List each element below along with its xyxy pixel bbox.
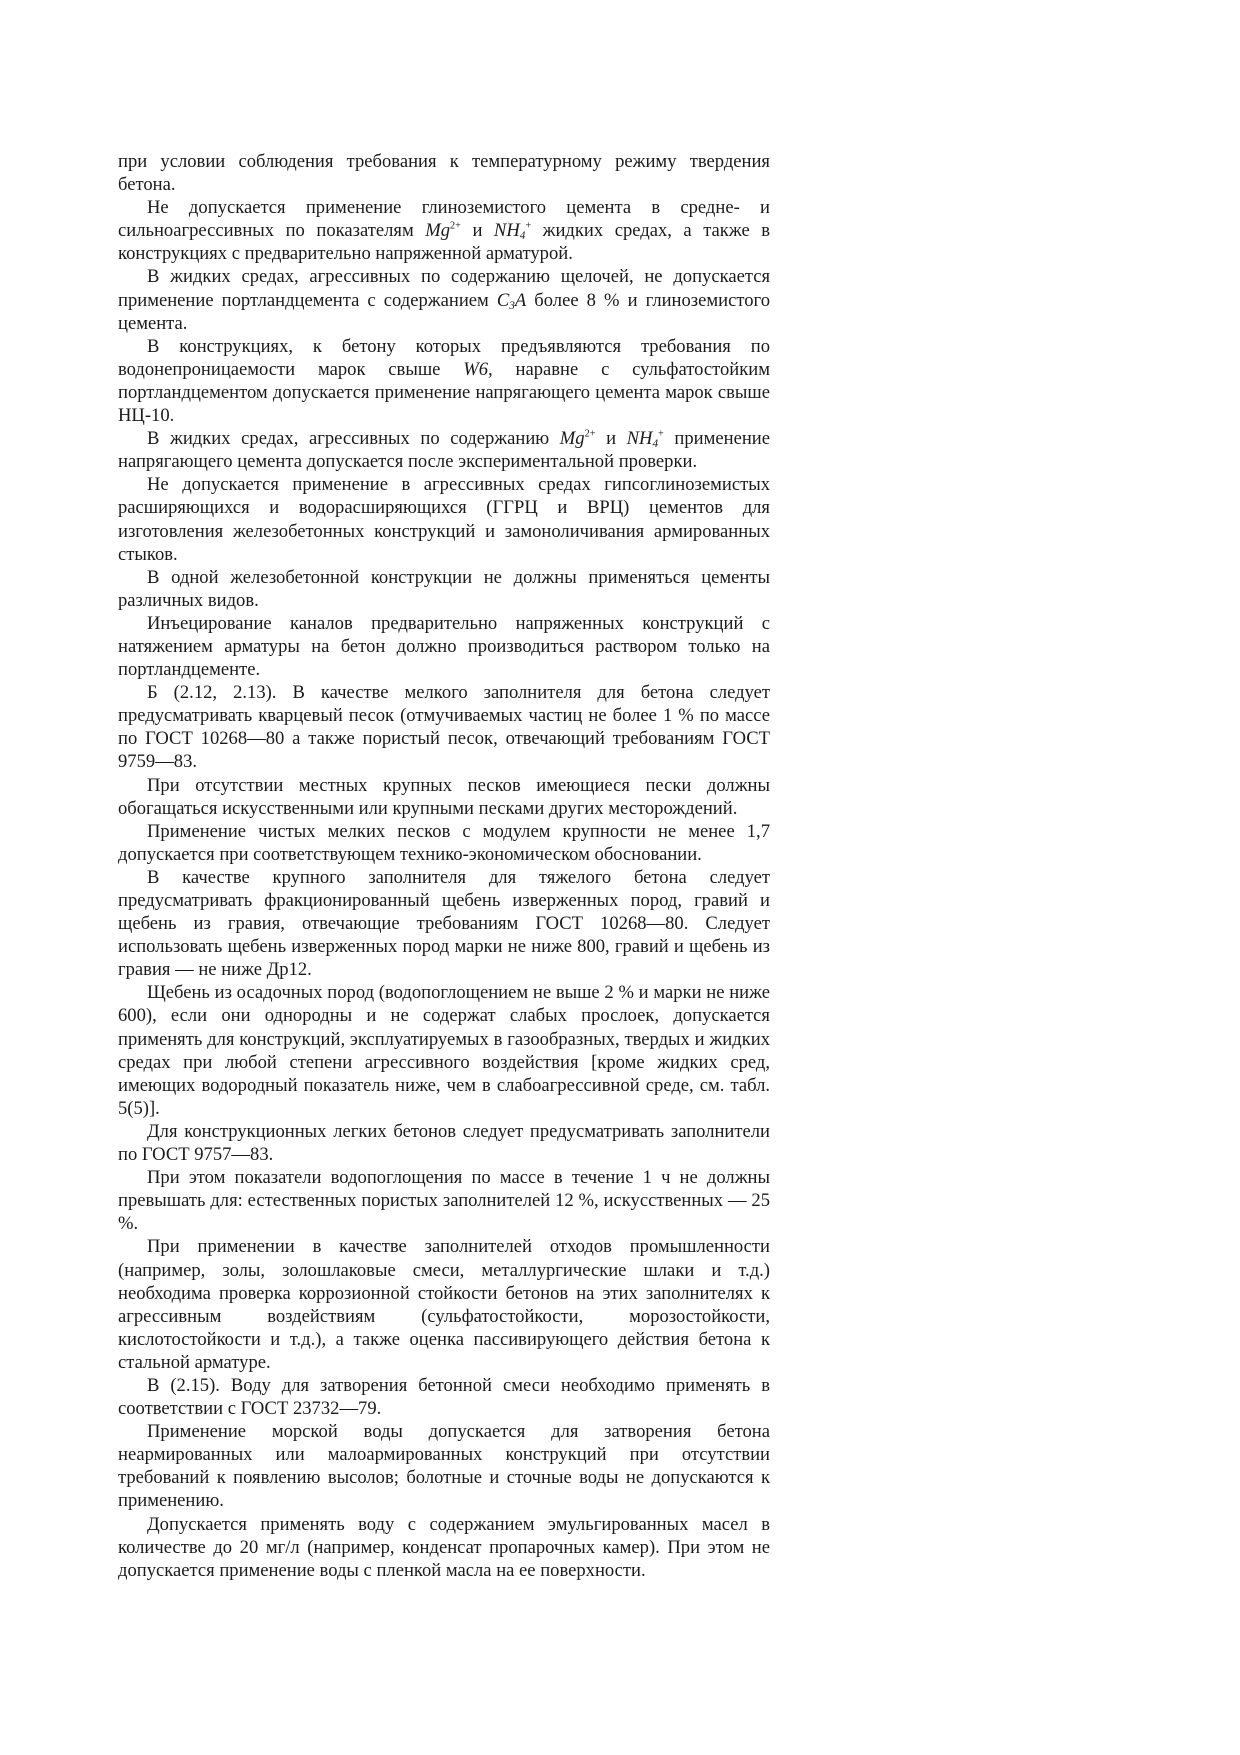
text-run: В конструкциях, к бетону которых предъявляются требования по водонепроницаемости марок свыше	[118, 335, 770, 380]
superscript-text: 2+	[450, 220, 461, 232]
paragraph	[118, 774, 770, 820]
paragraph	[118, 427, 770, 473]
text-run: наравне с сульфатостойким портландцементом допускается применение напрягающего цемента марок свыше НЦ-10.	[118, 358, 770, 427]
text-run: более 8 % и глиноземистого цемента.	[118, 289, 771, 334]
superscript-text: 2+	[584, 428, 596, 440]
paragraph	[118, 866, 770, 981]
paragraph	[118, 1120, 770, 1166]
text-run: жидких средах, а также в конструкциях с предварительно напряженной арматурой.	[118, 220, 770, 265]
text-run: Инъецирование каналов предварительно напряженных конструкций с натяжением арматуры на бетон должно производиться раствором только на портландцементе.	[118, 612, 770, 681]
italic-text: C	[496, 289, 510, 311]
italic-text: A	[514, 289, 527, 311]
italic-text: NH	[493, 220, 520, 242]
superscript-text: +	[525, 220, 532, 232]
paragraph	[118, 265, 770, 334]
paragraph	[118, 473, 770, 565]
text-run: и	[595, 428, 627, 450]
text-run: Применение чистых мелких песков с модулем крупности не менее 1,7 допускается при соответствующем технико-экономическом обосновании.	[118, 820, 770, 865]
text-run: применение напрягающего цемента допускается после экспериментальной проверки.	[118, 428, 770, 473]
paragraph	[118, 196, 770, 265]
text-run: Для конструкционных легких бетонов следует предусматривать заполнители по ГОСТ 9757—83.	[118, 1120, 770, 1166]
text-run: при условии соблюдения требования к температурному режиму твердения бетона.	[118, 151, 770, 196]
paragraph	[118, 820, 770, 866]
text-run: В жидких средах, агрессивных по содержанию щелочей, не допускается применение портландцемента с содержанием	[118, 266, 770, 311]
italic-text: NH	[626, 428, 653, 450]
text-run: При применении в качестве заполнителей отходов промышленности (например, золы, золошлаковые смеси, металлургические шлаки и т.д.) необходима проверка коррозионной стойкости бетонов на этих заполнителях к агрессивным воздействиям (сульфатостойкости, морозостойкости, кислотостойкости и т.д.), а также оценка пассивирующего действия бетона к стальной арматуре.	[118, 1236, 770, 1373]
paragraph	[118, 1235, 770, 1374]
subscript-text: 4	[652, 437, 659, 450]
paragraph	[118, 566, 770, 612]
paragraph	[118, 1420, 770, 1512]
italic-text: Mg	[425, 220, 451, 242]
text-run: Не допускается применение в агрессивных средах гипсоглиноземистых расширяющихся и водорасширяющихся (ГГРЦ и ВРЦ) цементов для изготовления железобетонных конструкций и замоноличивания армированных стыков.	[118, 474, 770, 565]
text-run: В одной железобетонной конструкции не должны применяться цементы различных видов.	[118, 566, 770, 611]
italic-text: Mg	[559, 428, 585, 450]
text-run: Не допускается применение глиноземистого цемента в средне- и сильноагрессивных по показателям	[118, 197, 770, 242]
paragraph	[118, 612, 770, 681]
paragraph	[118, 981, 770, 1120]
paragraph	[118, 681, 770, 773]
subscript-text: 4	[519, 230, 526, 243]
text-run: В (2.15). Воду для затворения бетонной смеси необходимо применять в соответствии с ГОСТ 23732—79.	[118, 1374, 770, 1420]
text-run: При этом показатели водопоглощения по массе в течение 1 ч не должны превышать для: естественных пористых заполнителей 12 %, искусственных — 25 %.	[118, 1167, 770, 1235]
paragraph	[118, 150, 770, 196]
paragraph	[118, 1513, 770, 1582]
paragraph	[118, 335, 770, 427]
text-run: При отсутствии местных крупных песков имеющиеся пески должны обогащаться искусственными или крупными песками других месторождений.	[118, 774, 770, 819]
paragraph	[118, 1166, 770, 1235]
text-run: Применение морской воды допускается для затворения бетона неармированных или малоармированных конструкций при отсутствии требований к появлению высолов; болотные и сточные воды не допускаются к применению.	[118, 1421, 770, 1512]
document-page	[118, 150, 770, 1582]
text-run: Б (2.12, 2.13). В качестве мелкого заполнителя для бетона следует предусматривать кварцевый песок (отмучиваемых частиц не более 1 % по массе по ГОСТ 10268—80 а также пористый песок, отвечающий требованиям ГОСТ 9759—83.	[118, 682, 770, 773]
text-run: Щебень из осадочных пород (водопоглощением не выше 2 % и марки не ниже 600), если они однородны и не содержат слабых прослоек, допускается применять для конструкций, эксплуатируемых в газообразных, твердых и жидких средах при любой степени агрессивного воздействия [кроме жидких сред, имеющих водородный показатель ниже, чем в слабоагрессивной среде, см. табл. 5(5)].	[118, 982, 770, 1119]
text-run: и	[460, 220, 494, 242]
superscript-text: +	[658, 428, 664, 440]
subscript-text: 3	[509, 299, 515, 312]
text-run: Допускается применять воду с содержанием эмульгированных масел в количестве до 20 мг/л (например, конденсат пропарочных камер). При этом не допускается применение воды с пленкой масла на ее поверхности.	[118, 1513, 770, 1581]
paragraph	[118, 1374, 770, 1420]
text-run: В жидких средах, агрессивных по содержанию	[147, 428, 560, 450]
italic-text: W6,	[463, 358, 493, 380]
text-run: В качестве крупного заполнителя для тяжелого бетона следует предусматривать фракционированный щебень изверженных пород, гравий и щебень из гравия, отвечающие требованиям ГОСТ 10268—80. Следует использовать щебень изверженных пород марки не ниже 800, гравий и щебень из гравия — не ниже Др12.	[118, 866, 770, 981]
